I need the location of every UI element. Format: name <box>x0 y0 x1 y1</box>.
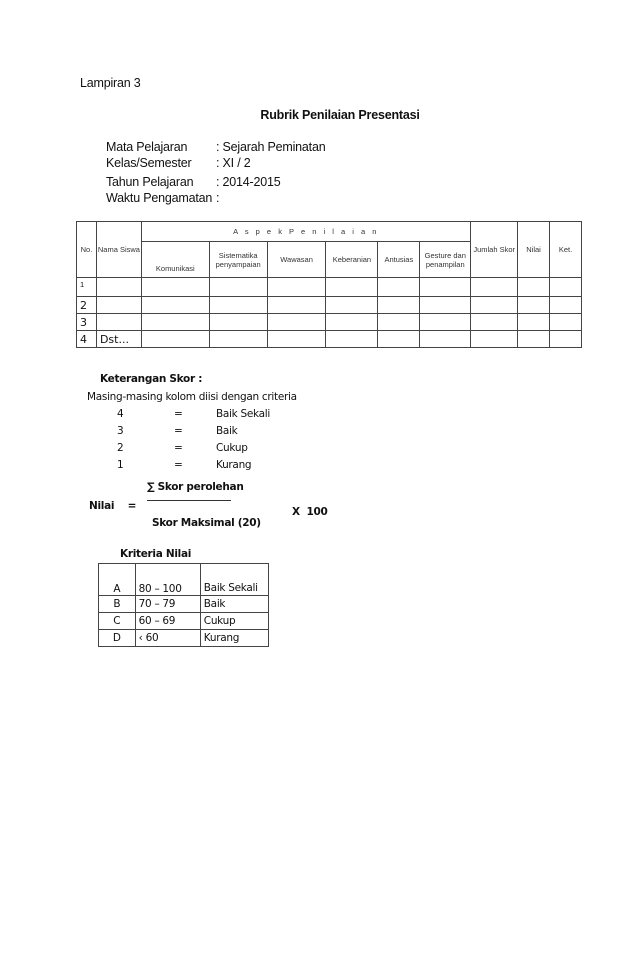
label-cell: Baik Sekali <box>200 564 268 596</box>
cell-empty <box>209 278 267 297</box>
meta-value: : <box>216 191 220 205</box>
header-aspect-komunikasi: Komunikasi <box>141 242 209 278</box>
cell-empty <box>550 297 582 314</box>
range-cell: 70 – 79 <box>135 596 200 613</box>
cell-empty <box>471 314 518 331</box>
score-value: 3 <box>117 424 124 437</box>
list-item <box>117 422 270 439</box>
cell-empty <box>326 278 378 297</box>
score-value: 1 <box>117 458 124 471</box>
cell-empty <box>141 297 209 314</box>
cell-empty <box>378 331 420 348</box>
header-aspect-antusias: Antusias <box>378 242 420 278</box>
table-row <box>99 613 269 630</box>
label-cell: Kurang <box>200 630 268 647</box>
header-jumlah-skor: Jumlah Skor <box>471 222 518 278</box>
meta-row-kelas <box>106 156 325 172</box>
grade-cell: D <box>99 630 136 647</box>
cell-no: 3 <box>77 314 97 331</box>
meta-label: Mata Pelajaran <box>106 140 188 154</box>
cell-empty <box>420 331 471 348</box>
cell-empty <box>471 331 518 348</box>
cell-empty <box>518 314 550 331</box>
cell-empty <box>420 314 471 331</box>
header-ket: Ket. <box>550 222 582 278</box>
score-label: Cukup <box>216 441 248 454</box>
meta-label: Tahun Pelajaran <box>106 175 194 189</box>
cell-empty <box>326 297 378 314</box>
formula-multiplier: X 100 <box>292 506 328 518</box>
cell-empty <box>141 314 209 331</box>
cell-empty <box>471 278 518 297</box>
formula-fraction-line <box>147 500 231 501</box>
kriteria-table <box>98 563 269 647</box>
list-item <box>117 439 270 456</box>
cell-empty <box>141 278 209 297</box>
formula-lhs: Nilai = <box>89 500 137 512</box>
header-nama-siswa: Nama Siswa <box>96 222 141 278</box>
header-no: No. <box>77 222 97 278</box>
cell-empty <box>209 314 267 331</box>
header-aspek-penilaian: A s p e k P e n i l a i a n <box>141 222 470 242</box>
cell-empty <box>326 314 378 331</box>
meta-row-mapel <box>106 140 325 156</box>
keterangan-title: Keterangan Skor : <box>100 373 203 385</box>
cell-empty <box>267 331 326 348</box>
score-label: Baik Sekali <box>216 407 270 420</box>
cell-empty <box>209 297 267 314</box>
formula-denominator: Skor Maksimal (20) <box>152 517 261 529</box>
range-cell: ‹ 60 <box>135 630 200 647</box>
cell-empty <box>550 314 582 331</box>
cell-empty <box>326 331 378 348</box>
cell-empty <box>378 278 420 297</box>
table-row <box>77 314 582 331</box>
cell-no: 2 <box>77 297 97 314</box>
cell-empty <box>378 314 420 331</box>
table-row <box>99 630 269 647</box>
meta-value: : XI / 2 <box>216 156 251 170</box>
list-item <box>117 405 270 422</box>
cell-nama <box>96 278 141 297</box>
cell-empty <box>550 331 582 348</box>
header-nilai: Nilai <box>518 222 550 278</box>
equals-sign: = <box>174 441 183 454</box>
grade-cell: A <box>99 564 136 596</box>
meta-value: : 2014-2015 <box>216 175 281 189</box>
list-item <box>117 456 270 473</box>
cell-empty <box>420 278 471 297</box>
meta-row-waktu <box>106 191 325 207</box>
score-label: Baik <box>216 424 238 437</box>
meta-value: : Sejarah Peminatan <box>216 140 326 154</box>
table-row <box>77 331 582 348</box>
cell-empty <box>267 297 326 314</box>
cell-no: 4 <box>77 331 97 348</box>
cell-empty <box>420 297 471 314</box>
score-label: Kurang <box>216 458 252 471</box>
meta-label: Kelas/Semester <box>106 156 192 170</box>
cell-nama <box>96 297 141 314</box>
equals-sign: = <box>174 407 183 420</box>
rubric-table <box>76 221 582 348</box>
range-cell: 80 – 100 <box>135 564 200 596</box>
cell-nama <box>96 314 141 331</box>
cell-empty <box>209 331 267 348</box>
meta-row-tahun <box>106 175 325 191</box>
cell-empty <box>267 278 326 297</box>
cell-empty <box>518 331 550 348</box>
range-cell: 60 – 69 <box>135 613 200 630</box>
table-row <box>99 596 269 613</box>
grade-cell: B <box>99 596 136 613</box>
score-value: 4 <box>117 407 124 420</box>
kriteria-title: Kriteria Nilai <box>120 548 192 560</box>
table-row <box>77 297 582 314</box>
meta-label: Waktu Pengamatan <box>106 191 213 205</box>
cell-no: 1 <box>77 278 97 297</box>
table-row <box>77 278 582 297</box>
cell-empty <box>550 278 582 297</box>
meta-info <box>106 140 325 207</box>
cell-empty <box>518 278 550 297</box>
table-row <box>99 564 269 596</box>
cell-empty <box>267 314 326 331</box>
cell-nama: Dst... <box>96 331 141 348</box>
formula-numerator: ∑ Skor perolehan <box>147 481 244 493</box>
cell-empty <box>378 297 420 314</box>
header-aspect-gesture: Gesture dan penampilan <box>420 242 471 278</box>
keterangan-list <box>117 405 270 473</box>
cell-empty <box>471 297 518 314</box>
document-title: Rubrik Penilaian Presentasi <box>260 108 420 122</box>
lampiran-label: Lampiran 3 <box>80 76 141 90</box>
cell-empty <box>141 331 209 348</box>
grade-cell: C <box>99 613 136 630</box>
equals-sign: = <box>174 458 183 471</box>
header-aspect-keberanian: Keberanian <box>326 242 378 278</box>
score-value: 2 <box>117 441 124 454</box>
keterangan-desc: Masing-masing kolom diisi dengan criteria <box>87 391 297 403</box>
header-aspect-wawasan: Wawasan <box>267 242 326 278</box>
header-aspect-sistematika: Sistematika penyampaian <box>209 242 267 278</box>
cell-empty <box>518 297 550 314</box>
label-cell: Cukup <box>200 613 268 630</box>
equals-sign: = <box>174 424 183 437</box>
label-cell: Baik <box>200 596 268 613</box>
